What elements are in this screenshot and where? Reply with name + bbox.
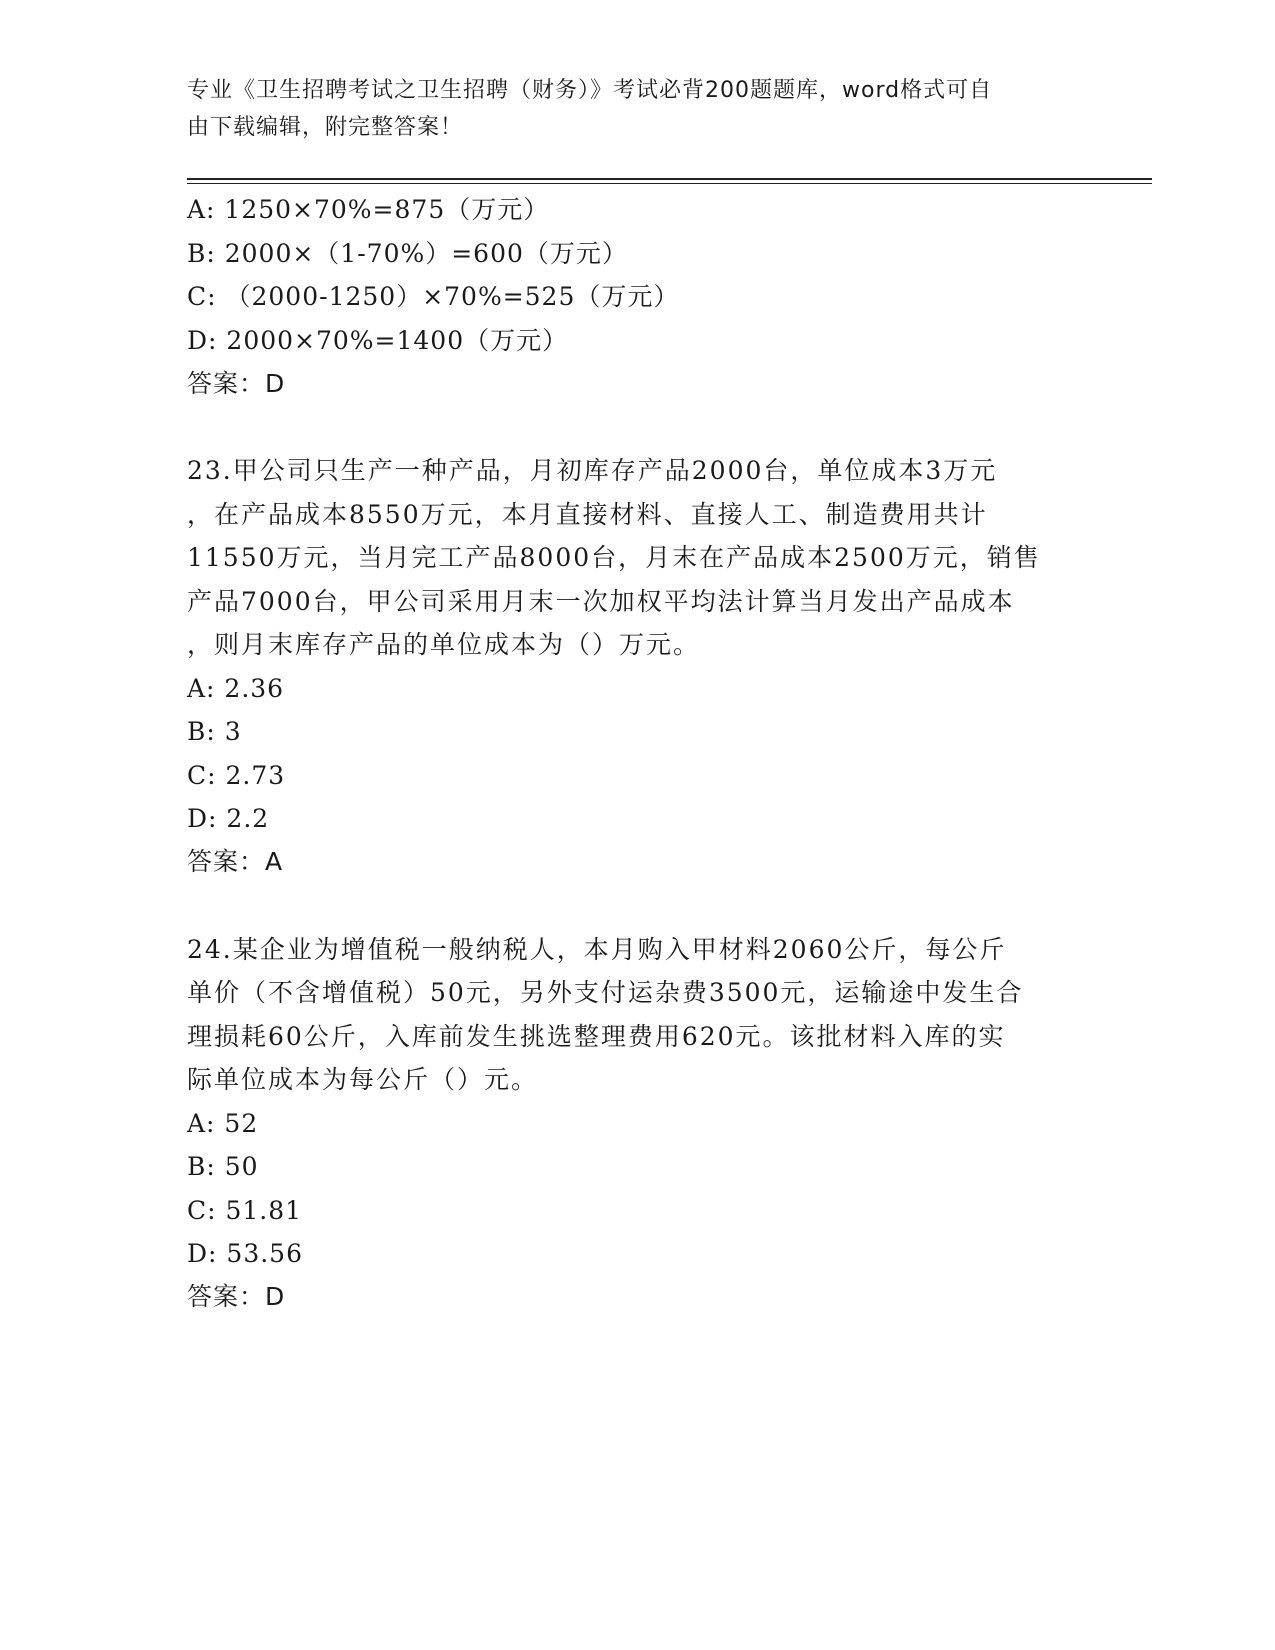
q23-option-a: A: 2.36 (187, 674, 285, 703)
q23-stem-line: ，在产品成本8550万元，本月直接材料、直接人工、制造费用共计 (187, 500, 988, 529)
q23-option-b: B: 3 (187, 717, 242, 746)
q24-option-b: B: 50 (187, 1152, 259, 1181)
q22-option-b: B: 2000×（1-70%）=600（万元） (187, 239, 628, 268)
q24-stem-line: 理损耗60公斤，入库前发生挑选整理费用620元。该批材料入库的实 (187, 1022, 1006, 1051)
q22-option-c: C: （2000-1250）×70%=525（万元） (187, 282, 680, 311)
q24-option-a: A: 52 (187, 1109, 259, 1138)
q23-option-d: D: 2.2 (187, 804, 270, 833)
q23-answer: 答案：A (187, 847, 284, 876)
header-line-2: 由下载编辑，附完整答案！ (187, 115, 464, 140)
q23-stem-line: ，则月末库存产品的单位成本为（）万元。 (187, 630, 701, 659)
q22-option-a: A: 1250×70%=875（万元） (187, 195, 550, 224)
q24-stem-line: 单价（不含增值税）50元，另外支付运杂费3500元，运输途中发生合 (187, 978, 1024, 1007)
q24-option-c: C: 51.81 (187, 1196, 303, 1225)
header-line-1: 专业《卫生招聘考试之卫生招聘（财务）》考试必背200题题库，word格式可自 (187, 78, 993, 103)
q23-stem-line: 11550万元，当月完工产品8000台，月末在产品成本2500万元，销售 (187, 543, 1041, 572)
header-divider-thick (187, 178, 1152, 180)
header-divider-thin (187, 183, 1152, 184)
document-header (187, 72, 1067, 146)
q22-option-d: D: 2000×70%=1400（万元） (187, 326, 569, 355)
q24-answer: 答案：D (187, 1282, 286, 1311)
q24-stem-line: 24.某企业为增值税一般纳税人，本月购入甲材料2060公斤，每公斤 (187, 935, 1007, 964)
q24-option-d: D: 53.56 (187, 1239, 303, 1268)
q24-stem-line: 际单位成本为每公斤（）元。 (187, 1065, 539, 1094)
q23-stem-line: 产品7000台，甲公司采用月末一次加权平均法计算当月发出产品成本 (187, 587, 1015, 616)
q22-answer: 答案：D (187, 369, 286, 398)
q23-stem-line: 23.甲公司只生产一种产品，月初库存产品2000台，单位成本3万元 (187, 456, 998, 485)
q23-option-c: C: 2.73 (187, 761, 286, 790)
